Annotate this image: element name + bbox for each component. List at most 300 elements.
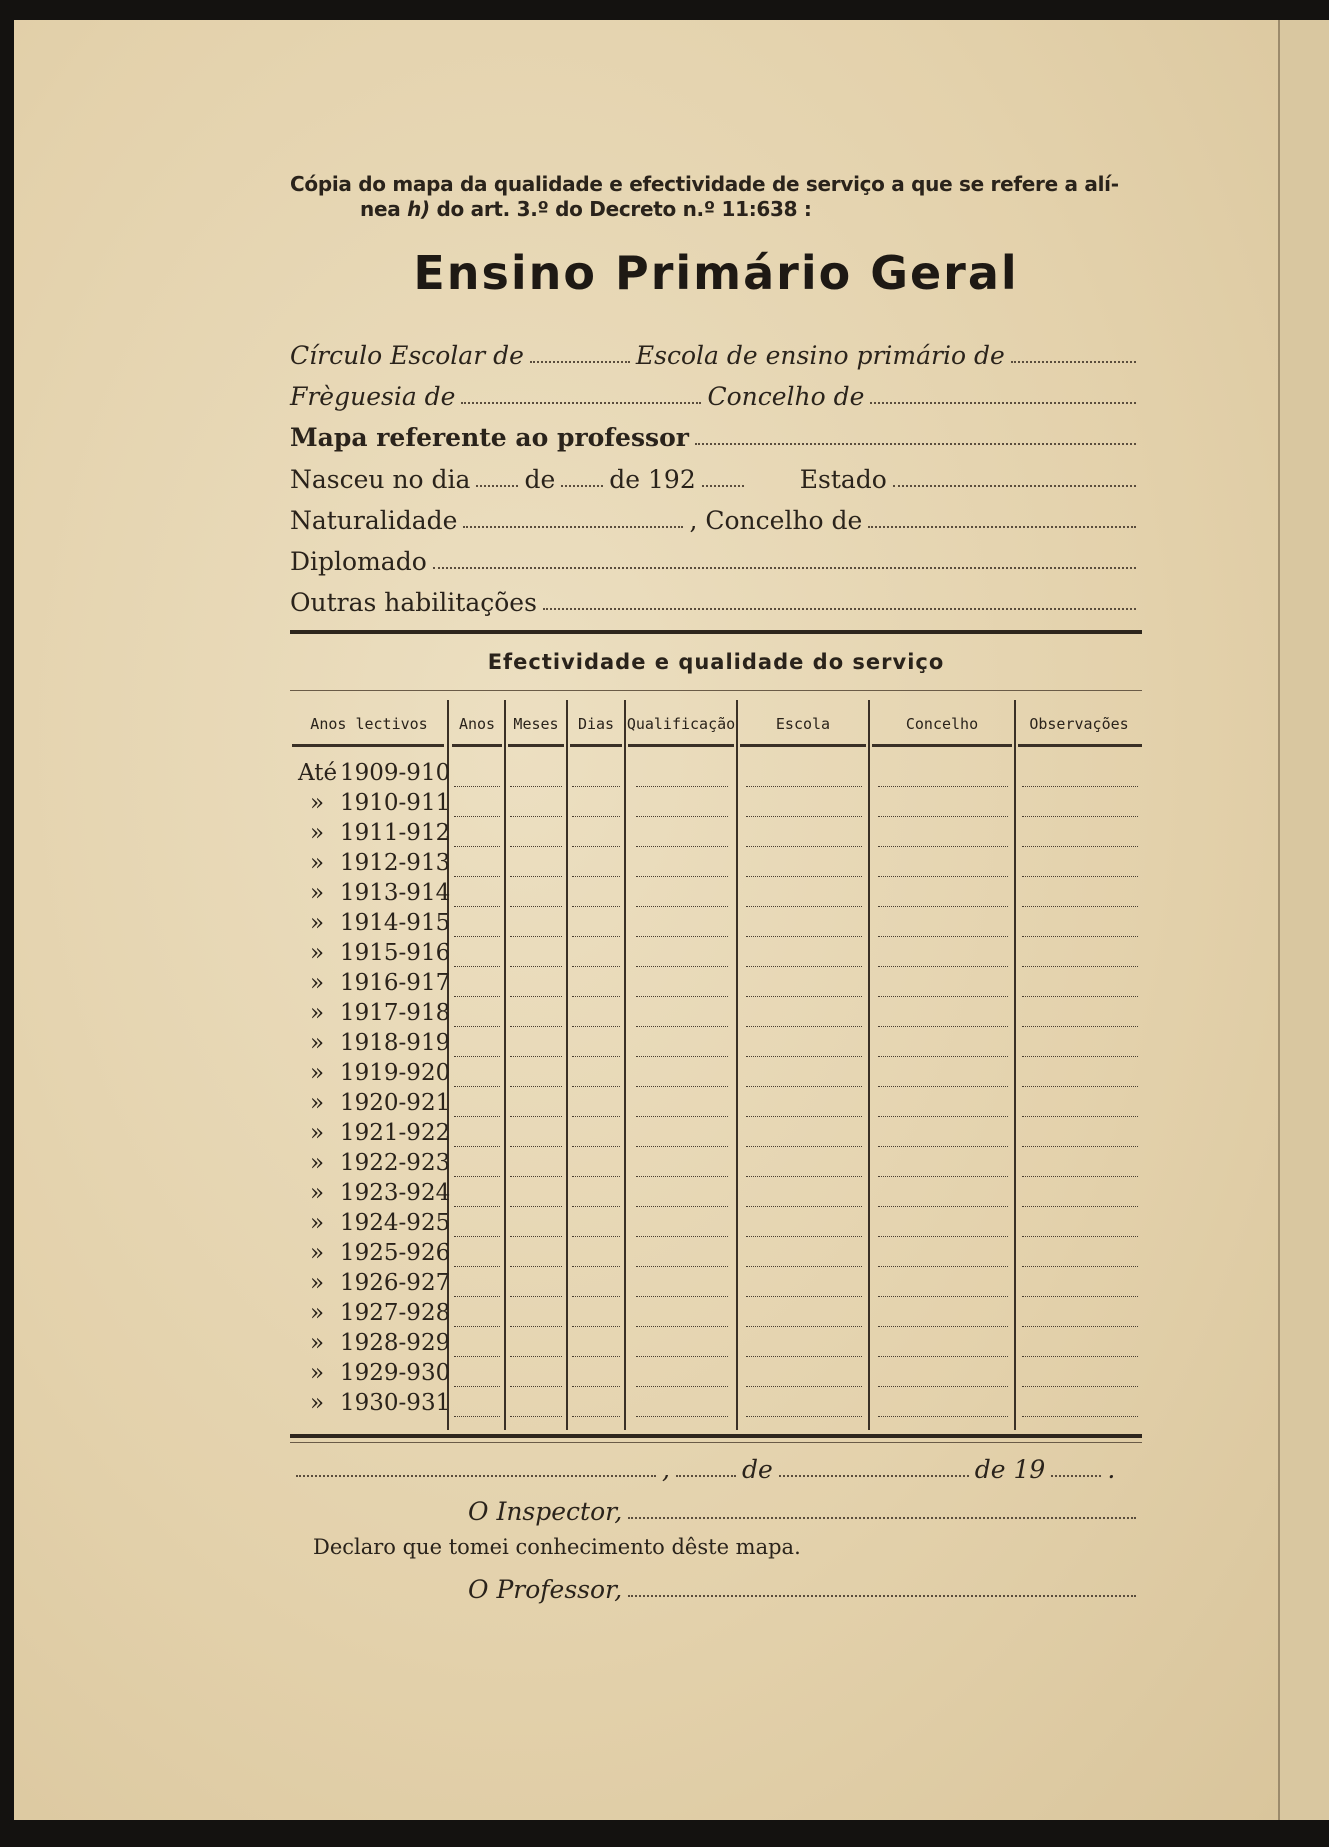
table-cell[interactable] bbox=[1022, 1295, 1138, 1297]
table-cell[interactable] bbox=[746, 1085, 862, 1087]
table-cell[interactable] bbox=[572, 785, 620, 787]
table-cell[interactable] bbox=[572, 905, 620, 907]
table-cell[interactable] bbox=[636, 965, 728, 967]
table-cell[interactable] bbox=[1022, 935, 1138, 937]
table-cell[interactable] bbox=[510, 1175, 562, 1177]
table-cell[interactable] bbox=[510, 1055, 562, 1057]
table-cell[interactable] bbox=[454, 875, 500, 877]
table-cell[interactable] bbox=[636, 1085, 728, 1087]
table-cell[interactable] bbox=[636, 1325, 728, 1327]
label-naturalidade: Naturalidade bbox=[290, 506, 458, 535]
table-cell[interactable] bbox=[1022, 875, 1138, 877]
table-cell[interactable] bbox=[878, 1355, 1008, 1357]
table-cell[interactable] bbox=[510, 1415, 562, 1417]
table-cell[interactable] bbox=[510, 815, 562, 817]
table-cell[interactable] bbox=[454, 1115, 500, 1117]
label-de19: de 19 bbox=[974, 1455, 1046, 1484]
table-cell[interactable] bbox=[746, 965, 862, 967]
table-cell[interactable] bbox=[878, 875, 1008, 877]
year-prefix: » bbox=[310, 880, 325, 906]
field-naturalidade[interactable] bbox=[463, 525, 683, 528]
table-cell[interactable] bbox=[878, 935, 1008, 937]
year-row-20 bbox=[290, 1360, 451, 1390]
adjacent-page-edge bbox=[1278, 20, 1329, 1820]
label-de192: de 192 bbox=[609, 465, 696, 494]
year-row-18 bbox=[290, 1300, 451, 1330]
row-naturalidade bbox=[290, 497, 1142, 535]
row-nasceu bbox=[290, 456, 1142, 494]
table-cell[interactable] bbox=[454, 785, 500, 787]
year-prefix: » bbox=[310, 1270, 325, 1296]
table-cell[interactable] bbox=[454, 1265, 500, 1267]
table-cell[interactable] bbox=[746, 875, 862, 877]
header-underline bbox=[570, 744, 622, 747]
year-label: 1915-916 bbox=[340, 940, 451, 966]
table-cell[interactable] bbox=[636, 1265, 728, 1267]
year-label: 1913-914 bbox=[340, 880, 451, 906]
year-row-21 bbox=[290, 1390, 451, 1420]
field-dia[interactable] bbox=[476, 484, 518, 487]
row-place-date bbox=[290, 1455, 1142, 1484]
table-cell[interactable] bbox=[510, 1205, 562, 1207]
row-mapa bbox=[290, 414, 1142, 452]
header-anos: Anos bbox=[458, 715, 496, 733]
table-cell[interactable] bbox=[510, 875, 562, 877]
table-rule-bottom bbox=[290, 1434, 1142, 1438]
table-cell[interactable] bbox=[572, 1265, 620, 1267]
table-cell[interactable] bbox=[878, 1145, 1008, 1147]
column-divider bbox=[1014, 700, 1016, 1430]
table-cell[interactable] bbox=[636, 1355, 728, 1357]
table-cell[interactable] bbox=[572, 1085, 620, 1087]
label-inspector: O Inspector, bbox=[468, 1497, 623, 1526]
field-month[interactable] bbox=[779, 1474, 969, 1477]
label-diplomado: Diplomado bbox=[290, 547, 427, 576]
table-cell[interactable] bbox=[878, 1325, 1008, 1327]
table-cell[interactable] bbox=[878, 815, 1008, 817]
year-label: 1930-931 bbox=[340, 1390, 451, 1416]
year-prefix: » bbox=[310, 1090, 325, 1116]
table-cell[interactable] bbox=[746, 1145, 862, 1147]
table-cell[interactable] bbox=[746, 1295, 862, 1297]
table-cell[interactable] bbox=[746, 995, 862, 997]
year-row-9 bbox=[290, 1030, 451, 1060]
table-cell[interactable] bbox=[636, 1115, 728, 1117]
year-row-1 bbox=[290, 790, 451, 820]
year-prefix: » bbox=[310, 940, 325, 966]
year-prefix: » bbox=[310, 790, 325, 816]
year-row-10 bbox=[290, 1060, 451, 1090]
year-row-19 bbox=[290, 1330, 451, 1360]
table-cell[interactable] bbox=[454, 1325, 500, 1327]
table-cell[interactable] bbox=[572, 1025, 620, 1027]
table-cell[interactable] bbox=[510, 845, 562, 847]
year-label: 1923-924 bbox=[340, 1180, 451, 1206]
intro-line-2-post: do art. 3.º do Decreto n.º 11:638 : bbox=[429, 197, 812, 221]
intro-line-2-italic: h) bbox=[407, 197, 430, 221]
table-cell[interactable] bbox=[510, 1085, 562, 1087]
header-underline bbox=[292, 744, 444, 747]
year-row-8 bbox=[290, 1000, 451, 1030]
table-cell[interactable] bbox=[878, 995, 1008, 997]
table-cell[interactable] bbox=[636, 995, 728, 997]
table-rule-bottom-thin bbox=[290, 1442, 1142, 1443]
table-cell[interactable] bbox=[572, 935, 620, 937]
year-label: 1928-929 bbox=[340, 1330, 451, 1356]
field-ano[interactable] bbox=[702, 484, 744, 487]
table-cell[interactable] bbox=[572, 1235, 620, 1237]
table-cell[interactable] bbox=[746, 935, 862, 937]
header-underline bbox=[872, 744, 1012, 747]
table-cell[interactable] bbox=[454, 965, 500, 967]
table-cell[interactable] bbox=[454, 1175, 500, 1177]
field-day[interactable] bbox=[676, 1474, 736, 1477]
table-cell[interactable] bbox=[454, 995, 500, 997]
year-label: 1910-911 bbox=[340, 790, 451, 816]
table-cell[interactable] bbox=[454, 815, 500, 817]
table-cell[interactable] bbox=[636, 935, 728, 937]
row-inspector bbox=[468, 1497, 1142, 1526]
table-cell[interactable] bbox=[878, 1265, 1008, 1267]
table-cell[interactable] bbox=[454, 1295, 500, 1297]
table-cell[interactable] bbox=[1022, 1055, 1138, 1057]
year-label: 1922-923 bbox=[340, 1150, 451, 1176]
table-cell[interactable] bbox=[572, 1115, 620, 1117]
table-cell[interactable] bbox=[1022, 1085, 1138, 1087]
year-row-2 bbox=[290, 820, 451, 850]
year-prefix: » bbox=[310, 1210, 325, 1236]
table-cell[interactable] bbox=[572, 965, 620, 967]
table-cell[interactable] bbox=[636, 1205, 728, 1207]
year-prefix: » bbox=[310, 1030, 325, 1056]
table-cell[interactable] bbox=[510, 995, 562, 997]
label-freguesia: Frèguesia de bbox=[290, 382, 456, 411]
year-row-13 bbox=[290, 1150, 451, 1180]
table-cell[interactable] bbox=[510, 1235, 562, 1237]
year-prefix: » bbox=[310, 1120, 325, 1146]
year-label: 1920-921 bbox=[340, 1090, 451, 1116]
year-row-0 bbox=[290, 760, 451, 790]
label-de: de bbox=[524, 465, 556, 494]
year-label: 1917-918 bbox=[340, 1000, 451, 1026]
table-cell[interactable] bbox=[746, 1055, 862, 1057]
year-row-7 bbox=[290, 970, 451, 1000]
table-cell[interactable] bbox=[636, 875, 728, 877]
intro-line-2-pre: nea bbox=[360, 197, 408, 221]
table-cell[interactable] bbox=[572, 995, 620, 997]
table-cell[interactable] bbox=[878, 1175, 1008, 1177]
table-cell[interactable] bbox=[454, 905, 500, 907]
field-freguesia[interactable] bbox=[461, 401, 701, 404]
table-cell[interactable] bbox=[636, 1295, 728, 1297]
year-row-6 bbox=[290, 940, 451, 970]
year-row-5 bbox=[290, 910, 451, 940]
table-cell[interactable] bbox=[572, 815, 620, 817]
table-cell[interactable] bbox=[1022, 815, 1138, 817]
field-mes[interactable] bbox=[561, 484, 603, 487]
year-row-3 bbox=[290, 850, 451, 880]
table-cell[interactable] bbox=[454, 1055, 500, 1057]
table-cell[interactable] bbox=[510, 905, 562, 907]
table-cell[interactable] bbox=[510, 785, 562, 787]
table-cell[interactable] bbox=[746, 1325, 862, 1327]
page-title: Ensino Primário Geral bbox=[413, 246, 1019, 300]
label-professor: O Professor, bbox=[468, 1575, 623, 1604]
column-divider bbox=[566, 700, 568, 1430]
table-cell[interactable] bbox=[510, 1115, 562, 1117]
table-cell[interactable] bbox=[878, 1385, 1008, 1387]
year-prefix: » bbox=[310, 850, 325, 876]
column-divider bbox=[504, 700, 506, 1430]
table-cell[interactable] bbox=[636, 1175, 728, 1177]
table-cell[interactable] bbox=[1022, 965, 1138, 967]
header-meses: Meses bbox=[513, 715, 559, 733]
table-cell[interactable] bbox=[1022, 845, 1138, 847]
header-underline bbox=[740, 744, 866, 747]
table-cell[interactable] bbox=[746, 1205, 862, 1207]
row-outras bbox=[290, 579, 1142, 617]
year-label: 1914-915 bbox=[340, 910, 451, 936]
year-label: 1927-928 bbox=[340, 1300, 451, 1326]
year-row-4 bbox=[290, 880, 451, 910]
year-prefix: » bbox=[310, 970, 325, 996]
year-row-15 bbox=[290, 1210, 451, 1240]
year-label: 1921-922 bbox=[340, 1120, 451, 1146]
table-cell[interactable] bbox=[572, 1385, 620, 1387]
header-underline bbox=[1018, 744, 1142, 747]
intro-line-1: Cópia do mapa da qualidade e efectividade de serviço a que se refere a alí- bbox=[290, 172, 1119, 196]
table-cell[interactable] bbox=[1022, 1175, 1138, 1177]
table-cell[interactable] bbox=[878, 905, 1008, 907]
field-concelho[interactable] bbox=[870, 401, 1136, 404]
table-cell[interactable] bbox=[746, 905, 862, 907]
table-cell[interactable] bbox=[746, 1025, 862, 1027]
year-row-17 bbox=[290, 1270, 451, 1300]
table-cell[interactable] bbox=[572, 1325, 620, 1327]
table-cell[interactable] bbox=[510, 1145, 562, 1147]
table-cell[interactable] bbox=[510, 1295, 562, 1297]
table-cell[interactable] bbox=[1022, 1355, 1138, 1357]
table-cell[interactable] bbox=[1022, 1145, 1138, 1147]
year-label: 1909-910 bbox=[340, 760, 451, 786]
row-circulo-escola bbox=[290, 332, 1142, 370]
year-label: 1924-925 bbox=[340, 1210, 451, 1236]
table-cell[interactable] bbox=[746, 1265, 862, 1267]
table-cell[interactable] bbox=[510, 935, 562, 937]
intro-paragraph bbox=[290, 172, 1142, 222]
table-cell[interactable] bbox=[746, 785, 862, 787]
table-cell[interactable] bbox=[1022, 1205, 1138, 1207]
table-cell[interactable] bbox=[746, 815, 862, 817]
table-rule-top bbox=[290, 690, 1142, 691]
table-cell[interactable] bbox=[878, 1205, 1008, 1207]
year-prefix: » bbox=[310, 1300, 325, 1326]
field-estado[interactable] bbox=[893, 484, 1136, 487]
label-concelho: Concelho de bbox=[707, 382, 865, 411]
year-label: 1916-917 bbox=[340, 970, 451, 996]
year-label: 1918-919 bbox=[340, 1030, 451, 1056]
table-cell[interactable] bbox=[454, 1235, 500, 1237]
table-cell[interactable] bbox=[878, 1235, 1008, 1237]
table-cell[interactable] bbox=[878, 1415, 1008, 1417]
table-cell[interactable] bbox=[1022, 1415, 1138, 1417]
table-cell[interactable] bbox=[636, 815, 728, 817]
table-cell[interactable] bbox=[636, 1235, 728, 1237]
field-concelho-2[interactable] bbox=[868, 525, 1136, 528]
row-professor bbox=[468, 1575, 1142, 1604]
table-cell[interactable] bbox=[454, 1085, 500, 1087]
header-dias: Dias bbox=[577, 715, 615, 733]
year-prefix: » bbox=[310, 1330, 325, 1356]
table-cell[interactable] bbox=[454, 1205, 500, 1207]
year-prefix: » bbox=[310, 1060, 325, 1086]
year-prefix: » bbox=[310, 910, 325, 936]
table-cell[interactable] bbox=[454, 845, 500, 847]
table-cell[interactable] bbox=[746, 1235, 862, 1237]
table-cell[interactable] bbox=[746, 1175, 862, 1177]
year-label: 1925-926 bbox=[340, 1240, 451, 1266]
table-cell[interactable] bbox=[878, 1115, 1008, 1117]
section-rule-top bbox=[290, 630, 1142, 634]
field-outras[interactable] bbox=[543, 607, 1136, 610]
label-mapa: Mapa referente ao professor bbox=[290, 423, 689, 452]
table-cell[interactable] bbox=[636, 1415, 728, 1417]
label-escola: Escola de ensino primário de bbox=[635, 341, 1005, 370]
table-cell[interactable] bbox=[572, 1415, 620, 1417]
table-cell[interactable] bbox=[510, 1265, 562, 1267]
table-cell[interactable] bbox=[1022, 1325, 1138, 1327]
table-cell[interactable] bbox=[878, 965, 1008, 967]
field-diplomado[interactable] bbox=[433, 566, 1136, 569]
table-cell[interactable] bbox=[878, 845, 1008, 847]
table-cell[interactable] bbox=[572, 1205, 620, 1207]
table-cell[interactable] bbox=[746, 1415, 862, 1417]
year-row-12 bbox=[290, 1120, 451, 1150]
table-cell[interactable] bbox=[636, 1055, 728, 1057]
year-prefix: » bbox=[310, 1150, 325, 1176]
table-cell[interactable] bbox=[572, 1145, 620, 1147]
comma: , bbox=[662, 1455, 670, 1484]
table-cell[interactable] bbox=[1022, 995, 1138, 997]
header-observacoes: Observações bbox=[1029, 715, 1129, 733]
table-cell[interactable] bbox=[878, 1025, 1008, 1027]
table-cell[interactable] bbox=[636, 1025, 728, 1027]
table-cell[interactable] bbox=[636, 785, 728, 787]
header-anos-lectivos: Anos lectivos bbox=[310, 715, 428, 733]
header-underline bbox=[452, 744, 502, 747]
table-cell[interactable] bbox=[572, 875, 620, 877]
table-cell[interactable] bbox=[746, 845, 862, 847]
label-outras: Outras habilitações bbox=[290, 588, 537, 617]
period: . bbox=[1107, 1455, 1116, 1484]
header-qualificacao: Qualificação bbox=[626, 715, 736, 733]
intro-line-2 bbox=[290, 197, 1142, 222]
table-cell[interactable] bbox=[1022, 1385, 1138, 1387]
table-cell[interactable] bbox=[878, 1295, 1008, 1297]
header-concelho: Concelho bbox=[905, 715, 979, 733]
table-cell[interactable] bbox=[1022, 1265, 1138, 1267]
table-cell[interactable] bbox=[454, 1025, 500, 1027]
year-prefix: Até bbox=[298, 760, 338, 786]
year-row-16 bbox=[290, 1240, 451, 1270]
table-cell[interactable] bbox=[636, 905, 728, 907]
table-cell[interactable] bbox=[510, 1355, 562, 1357]
field-escola[interactable] bbox=[1011, 360, 1136, 363]
row-diplomado bbox=[290, 538, 1142, 576]
header-escola: Escola bbox=[775, 715, 831, 733]
row-freguesia-concelho bbox=[290, 373, 1142, 411]
field-circulo[interactable] bbox=[530, 360, 630, 363]
field-professor-signature[interactable] bbox=[628, 1594, 1136, 1597]
table-cell[interactable] bbox=[572, 845, 620, 847]
field-year[interactable] bbox=[1051, 1474, 1101, 1477]
column-divider bbox=[624, 700, 626, 1430]
label-estado: Estado bbox=[799, 465, 887, 494]
table-cell[interactable] bbox=[572, 1295, 620, 1297]
table-cell[interactable] bbox=[510, 1025, 562, 1027]
table-cell[interactable] bbox=[878, 785, 1008, 787]
table-cell[interactable] bbox=[510, 1385, 562, 1387]
year-row-11 bbox=[290, 1090, 451, 1120]
table-cell[interactable] bbox=[878, 1055, 1008, 1057]
table-cell[interactable] bbox=[636, 1385, 728, 1387]
year-label: 1912-913 bbox=[340, 850, 451, 876]
table-cell[interactable] bbox=[454, 1145, 500, 1147]
table-cell[interactable] bbox=[510, 1325, 562, 1327]
declaration-text: Declaro que tomei conhecimento dêste mapa. bbox=[313, 1535, 801, 1559]
table-cell[interactable] bbox=[454, 935, 500, 937]
year-row-14 bbox=[290, 1180, 451, 1210]
table-cell[interactable] bbox=[572, 1055, 620, 1057]
table-cell[interactable] bbox=[746, 1115, 862, 1117]
table-cell[interactable] bbox=[878, 1085, 1008, 1087]
year-label: 1911-912 bbox=[340, 820, 451, 846]
table-cell[interactable] bbox=[1022, 1115, 1138, 1117]
table-cell[interactable] bbox=[1022, 785, 1138, 787]
year-label: 1926-927 bbox=[340, 1270, 451, 1296]
year-prefix: » bbox=[310, 1240, 325, 1266]
header-underline bbox=[508, 744, 564, 747]
table-cell[interactable] bbox=[454, 1385, 500, 1387]
year-prefix: » bbox=[310, 1180, 325, 1206]
year-prefix: » bbox=[310, 1360, 325, 1386]
label-nasceu: Nasceu no dia bbox=[290, 465, 471, 494]
field-place[interactable] bbox=[296, 1474, 656, 1477]
field-inspector-signature[interactable] bbox=[628, 1516, 1136, 1519]
year-label: 1929-930 bbox=[340, 1360, 451, 1386]
section-title: Efectividade e qualidade do serviço bbox=[487, 650, 945, 674]
year-prefix: » bbox=[310, 1000, 325, 1026]
table-cell[interactable] bbox=[572, 1355, 620, 1357]
table-cell[interactable] bbox=[1022, 905, 1138, 907]
table-cell[interactable] bbox=[572, 1175, 620, 1177]
table-cell[interactable] bbox=[1022, 1025, 1138, 1027]
field-professor-name[interactable] bbox=[695, 442, 1136, 445]
table-cell[interactable] bbox=[1022, 1235, 1138, 1237]
column-divider bbox=[868, 700, 870, 1430]
table-cell[interactable] bbox=[454, 1355, 500, 1357]
year-prefix: » bbox=[310, 820, 325, 846]
table-cell[interactable] bbox=[510, 965, 562, 967]
table-cell[interactable] bbox=[454, 1415, 500, 1417]
label-circulo: Círculo Escolar de bbox=[290, 341, 524, 370]
table-cell[interactable] bbox=[746, 1355, 862, 1357]
year-prefix: » bbox=[310, 1390, 325, 1416]
table-cell[interactable] bbox=[746, 1385, 862, 1387]
table-cell[interactable] bbox=[636, 845, 728, 847]
table-cell[interactable] bbox=[636, 1145, 728, 1147]
column-divider bbox=[736, 700, 738, 1430]
